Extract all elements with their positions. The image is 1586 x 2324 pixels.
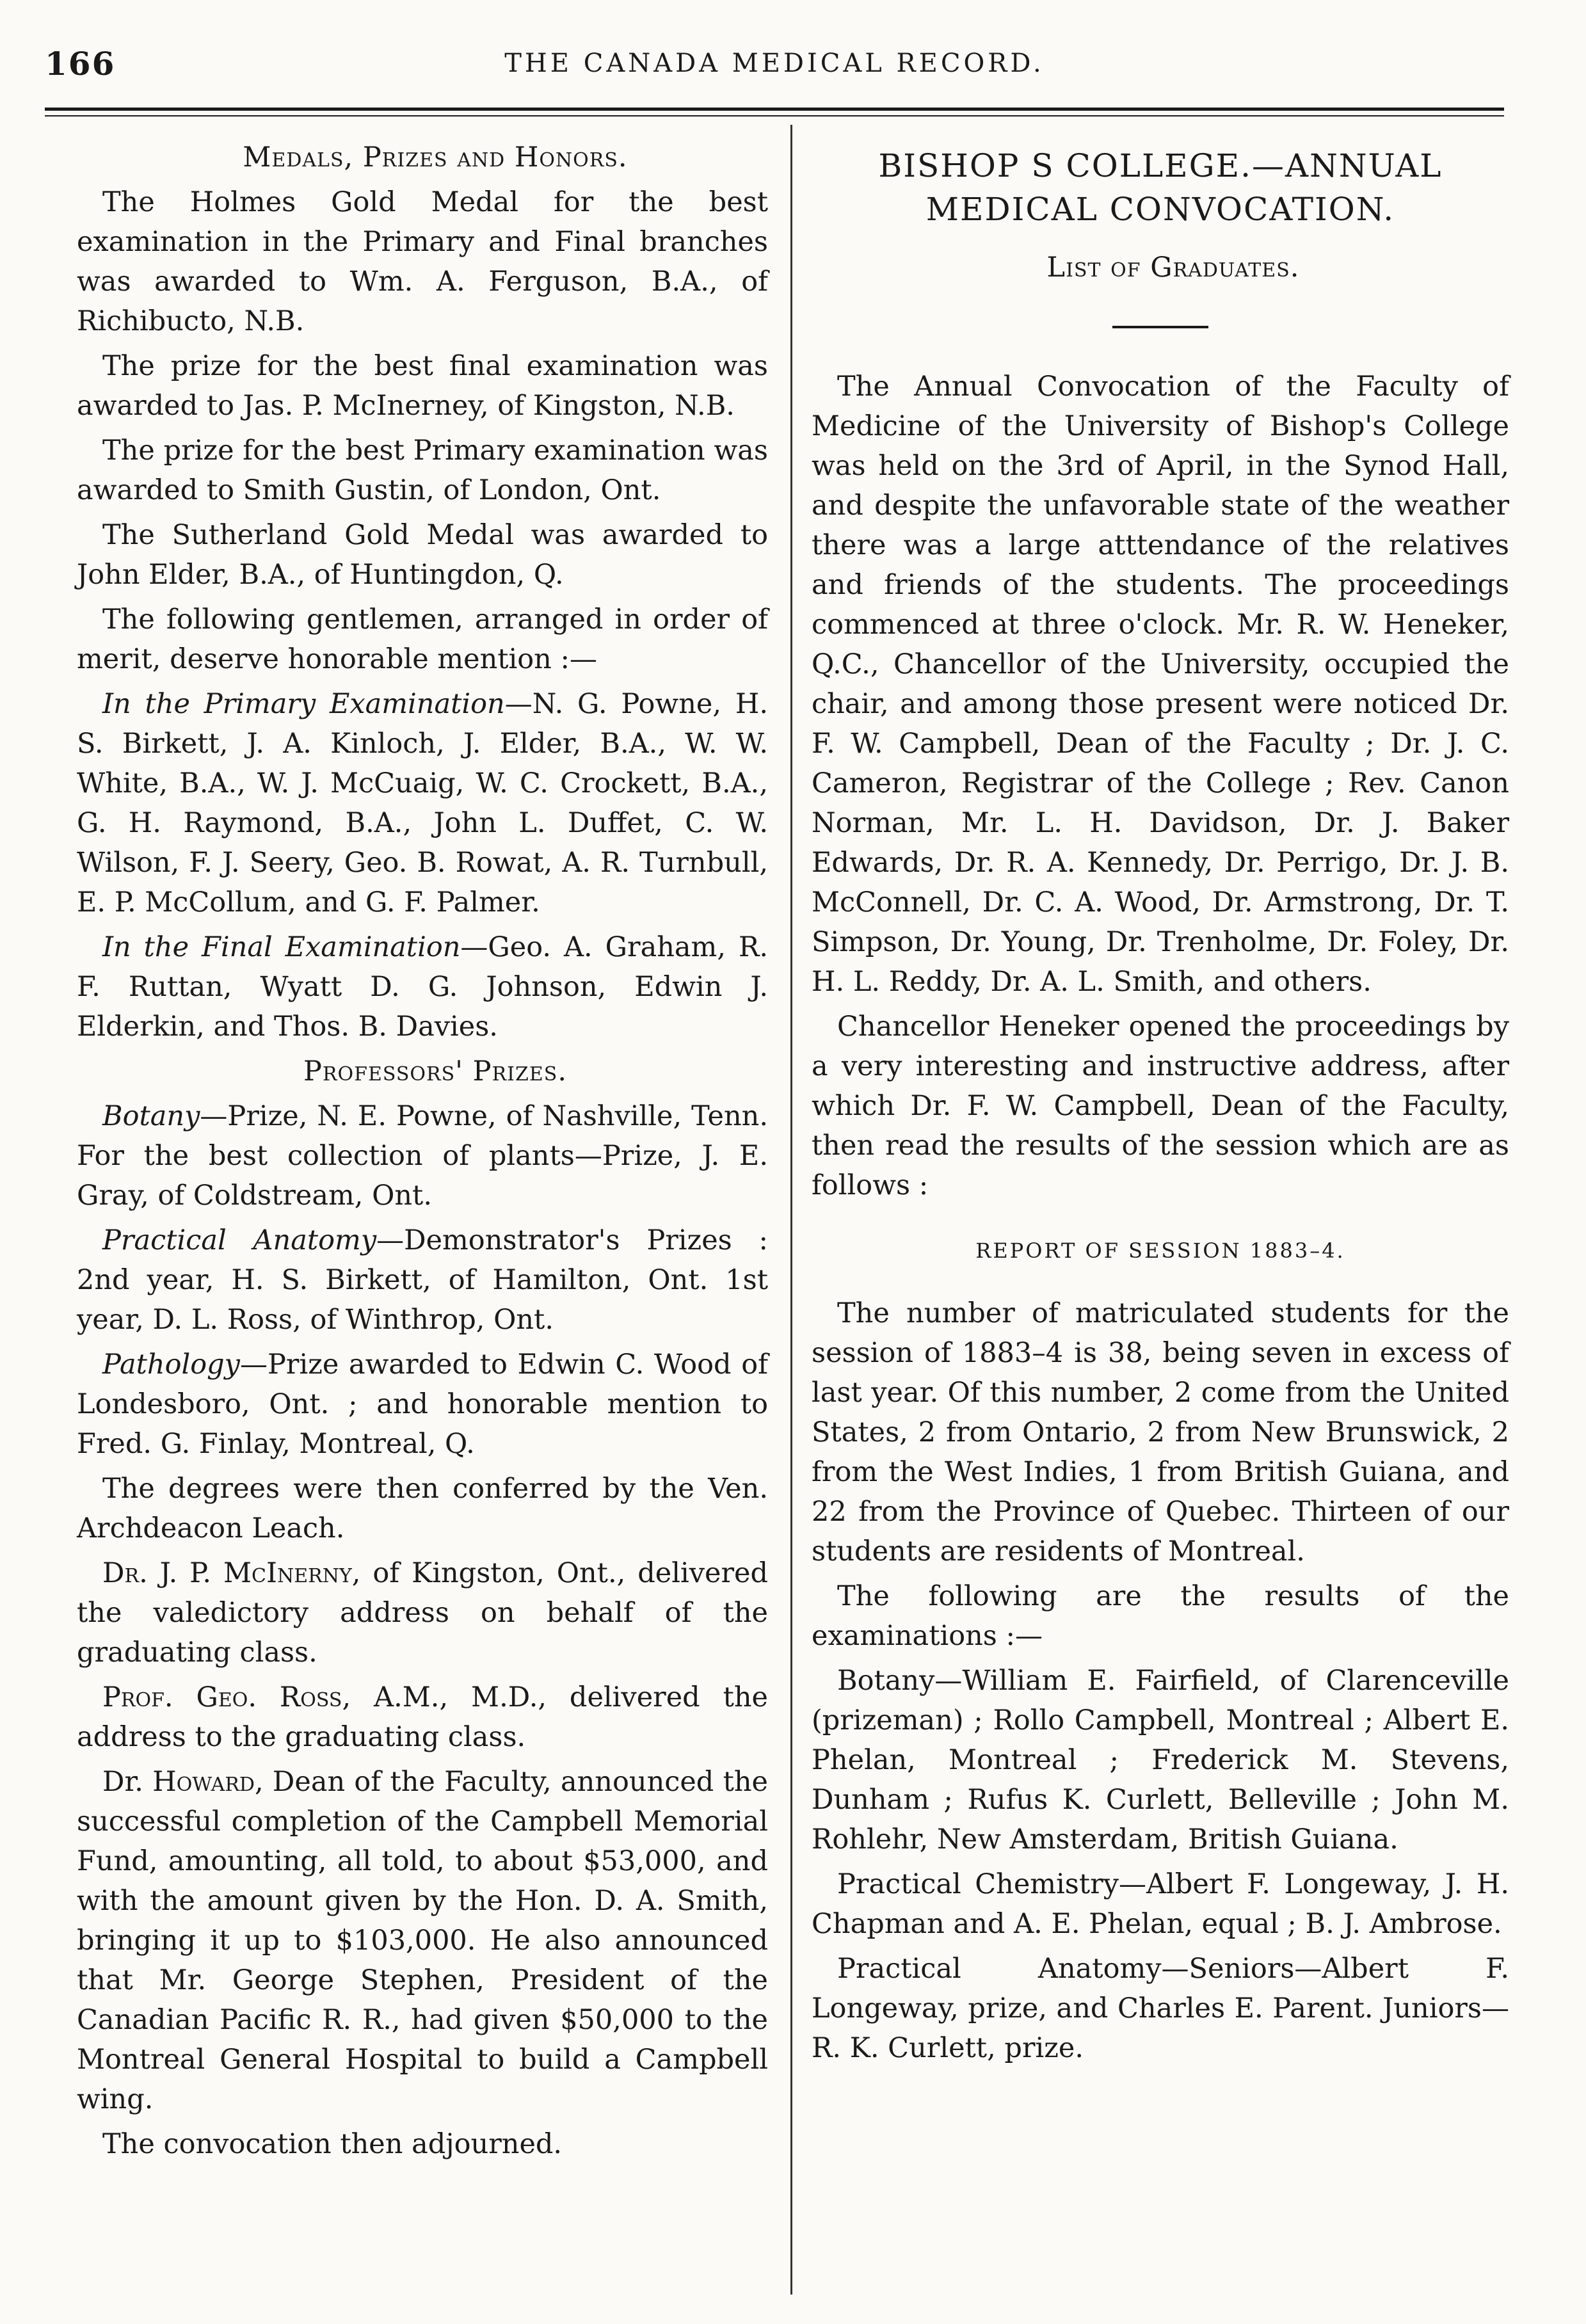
botany-label: Botany: [102, 1100, 200, 1132]
final-exam-label: In the Final Examination: [102, 931, 461, 963]
left-column: [77, 138, 768, 2169]
botany-text: —Prize, N. E. Powne, of Nashville, Tenn. For the best collection of plants—Prize, J. E. Gray, of Coldstream, Ont.: [77, 1100, 768, 1212]
paragraph-practical-anatomy: [77, 1221, 768, 1340]
graduates-subtitle: List of Graduates.: [1046, 252, 1300, 284]
paragraph: The prize for the best final examination was awarded to Jas. P. McInerney, of Kingston, N.B.: [77, 350, 768, 422]
practical-anatomy-label: Practical Anatomy: [102, 1224, 377, 1256]
medals-heading: Medals, Prizes and Honors.: [243, 141, 628, 173]
paragraph-primary-exam: [77, 684, 768, 922]
paragraph-memorial-fund: [77, 1762, 768, 2119]
section-rule: [1112, 326, 1208, 328]
article-title-line-2: MEDICAL CONVOCATION.: [925, 191, 1395, 228]
pathology-label: Pathology: [102, 1349, 240, 1381]
primary-exam-names: —N. G. Powne, H. S. Birkett, J. A. Kinloch, J. Elder, B.A., W. W. White, B.A., W. J. McCuaig, W. C. Crockett, B.A., G. H. Raymond, B.A., John L. Duffet, C. W. Wilson, F. J. Seery, Geo. B. Rowat, A. R. Turnbull, E. P. McCollum, and G. F. Palmer.: [77, 688, 768, 918]
paragraph: The number of matriculated students for the session of 1883–4 is 38, being seven in excess of last year. Of this number, 2 come from the United States, 2 from Ontario, 2 from New Brunswick, 2 from the West Indies, 1 from British Guiana, and 22 from the Province of Quebec. Thirteen of our students are residents of Montreal.: [812, 1297, 1509, 1567]
header-rule-thick: [45, 108, 1504, 111]
paragraph: The Sutherland Gold Medal was awarded to John Elder, B.A., of Huntingdon, Q.: [77, 519, 768, 591]
paragraph: The Holmes Gold Medal for the best examination in the Primary and Final branches was awarded to Wm. A. Ferguson, B.A., of Richibucto, N.B.: [77, 186, 768, 337]
professors-prizes-heading: Professors' Prizes.: [303, 1055, 567, 1087]
column-divider: [790, 125, 792, 2295]
valedictory-text: , of Kingston, Ont., delivered the valedictory address on behalf of the graduating class.: [77, 1557, 768, 1669]
paragraph-chemistry-results: Practical Chemistry—Albert F. Longeway, J. H. Chapman and A. E. Phelan, equal ; B. J. Ambrose.: [812, 1868, 1509, 1940]
paragraph-botany-results: Botany—William E. Fairfield, of Clarenceville (prizeman) ; Rollo Campbell, Montreal ; Albert E. Phelan, Montreal ; Frederick M. Stevens, Dunham ; Rufus K. Curlett, Belleville ; John M. Rohlehr, New Amsterdam, British Guiana.: [812, 1665, 1509, 1855]
memorial-fund-text: , Dean of the Faculty, announced the successful completion of the Campbell Memorial Fund, amounting, all told, to about $53,000, and with the amount given by the Hon. D. A. Smith, bringing it up to $103,000. He also announced that Mr. George Stephen, President of the Canadian Pacific R. R., had given $50,000 to the Montreal General Hospital to build a Campbell wing.: [77, 1766, 768, 2115]
paragraph-address: [77, 1678, 768, 1757]
speaker-name: Howard: [152, 1766, 255, 1798]
paragraph: The following gentlemen, arranged in order of merit, deserve honorable mention :—: [77, 604, 768, 675]
header-rule-thin: [45, 115, 1504, 116]
paragraph-pathology: [77, 1345, 768, 1464]
address-text: , A.M., M.D., delivered the address to the graduating class.: [77, 1681, 769, 1753]
paragraph-final-exam: [77, 927, 768, 1046]
paragraph: The convocation then adjourned.: [102, 2128, 563, 2160]
title-prefix: Dr.: [102, 1766, 153, 1798]
final-exam-names: —Geo. A. Graham, R. F. Ruttan, Wyatt D. G. Johnson, Edwin J. Elderkin, and Thos. B. Davies.: [77, 931, 768, 1043]
page-header: [45, 45, 1504, 90]
practical-anatomy-text: —Demonstrator's Prizes : 2nd year, H. S. Birkett, of Hamilton, Ont. 1st year, D. L. Ross, of Winthrop, Ont.: [77, 1224, 768, 1336]
paragraph: The Annual Convocation of the Faculty of Medicine of the University of Bishop's College was held on the 3rd of April, in the Synod Hall, and despite the unfavorable state of the weather there was a large atttendance of the relatives and friends of the students. The proceedings commenced at three o'clock. Mr. R. W. Heneker, Q.C., Chancellor of the University, occupied the chair, and among those present were noticed Dr. F. W. Campbell, Dean of the Faculty ; Dr. J. C. Cameron, Registrar of the College ; Rev. Canon Norman, Mr. L. H. Davidson, Dr. J. Baker Edwards, Dr. R. A. Kennedy, Dr. Perrigo, Dr. J. B. McConnell, Dr. C. A. Wood, Dr. Armstrong, Dr. T. Simpson, Dr. Young, Dr. Trenholme, Dr. Foley, Dr. H. L. Reddy, Dr. A. L. Smith, and others.: [812, 371, 1509, 998]
paragraph: The following are the results of the examinations :—: [812, 1580, 1509, 1652]
paragraph: The degrees were then conferred by the Ven. Archdeacon Leach.: [77, 1473, 768, 1544]
article-title-line-1: BISHOP S COLLEGE.—ANNUAL: [878, 147, 1443, 184]
running-title: THE CANADA MEDICAL RECORD.: [504, 49, 1045, 78]
right-column: [812, 138, 1509, 2073]
speaker-name: Dr. J. P. McInerny: [102, 1557, 352, 1589]
primary-exam-label: In the Primary Examination: [102, 688, 505, 720]
report-heading: REPORT OF SESSION 1883–4.: [975, 1238, 1345, 1263]
speaker-name: Prof. Geo. Ross: [102, 1681, 342, 1713]
article-title: [812, 144, 1509, 231]
paragraph-anatomy-results: Practical Anatomy—Seniors—Albert F. Longeway, prize, and Charles E. Parent. Juniors—R. K. Curlett, prize.: [812, 1953, 1509, 2064]
pathology-text: —Prize awarded to Edwin C. Wood of Londesboro, Ont. ; and honorable mention to Fred. G. Finlay, Montreal, Q.: [77, 1349, 768, 1460]
paragraph: The prize for the best Primary examination was awarded to Smith Gustin, of London, Ont.: [77, 435, 768, 506]
page-number: 166: [45, 45, 116, 83]
paragraph: Chancellor Heneker opened the proceedings by a very interesting and instructive address, after which Dr. F. W. Campbell, Dean of the Faculty, then read the results of the session which are as follows :: [812, 1011, 1509, 1201]
paragraph-botany: [77, 1096, 768, 1215]
paragraph-valedictory: [77, 1553, 768, 1672]
